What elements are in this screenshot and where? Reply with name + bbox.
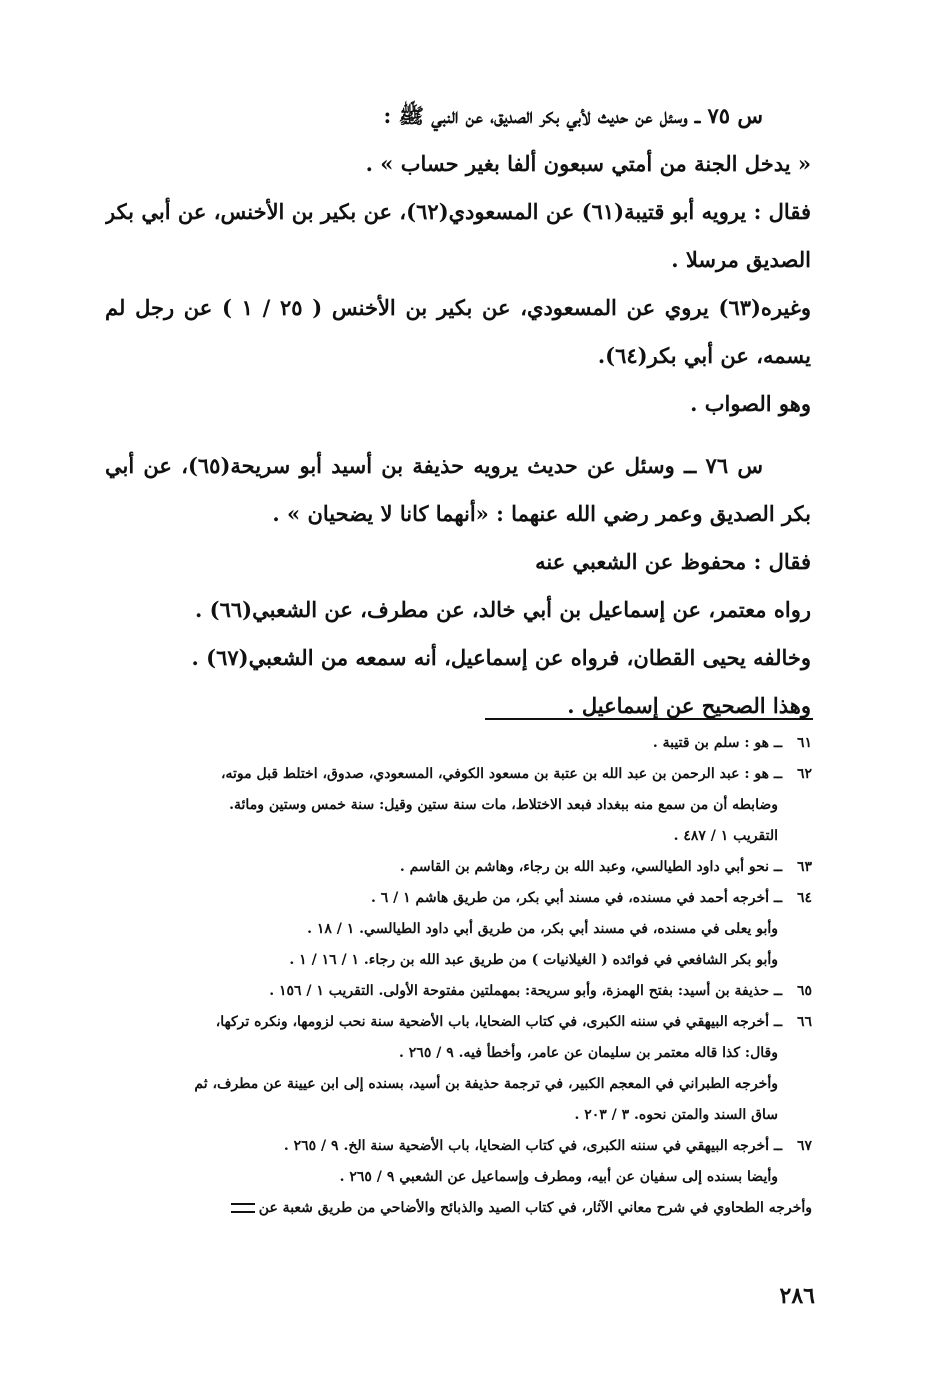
footnote-number: ٦٣ xyxy=(796,859,812,875)
paragraph-gap xyxy=(105,428,811,442)
question-75-line-4: الصديق مرسلا . xyxy=(671,247,811,272)
footnotes xyxy=(100,728,812,1224)
footnote-62 xyxy=(100,759,812,852)
footnote-text: ــ هو : سلم بن قتيبة . xyxy=(652,735,783,751)
footnote-text: ــ أخرجه البيهقي في سننه الكبرى، في كتاب الضحايا، باب الأضحية سنة الخ. ٩ / ٢٦٥ . xyxy=(283,1138,783,1154)
question-76-line-4: رواه معتمر، عن إسماعيل بن أبي خالد، عن مطرف، عن الشعبي(٦٦) . xyxy=(195,597,811,622)
question-76-line-6: وهذا الصحيح عن إسماعيل . xyxy=(567,693,811,718)
footnote-text: وأخرجه الطبراني في المعجم الكبير، في ترجمة حذيفة بن أسيد، بسنده إلى ابن عيينة عن مطرف، ثم xyxy=(194,1076,778,1092)
footnote-text: وأيضا بسنده إلى سفيان عن أبيه، ومطرف وإسماعيل عن الشعبي ٩ / ٢٦٥ . xyxy=(339,1169,778,1185)
continuation-mark xyxy=(231,1203,255,1213)
question-76-line-1: س ٧٦ ــ وسئل عن حديث يرويه حذيفة بن أسيد أبو سريحة(٦٥)، عن أبي xyxy=(105,453,763,478)
footnote-text: التقريب ١ / ٤٨٧ . xyxy=(673,828,778,844)
page-number: ٢٨٦ xyxy=(779,1283,815,1309)
question-75-line-1: س ٧٥ ــ وسئل عن حديث لأبي بكر الصديق، عن النبي ﷺ : xyxy=(383,103,763,128)
footnote-65 xyxy=(100,976,812,1007)
question-75-line-6: يسمه، عن أبي بكر(٦٤). xyxy=(597,343,811,368)
footnote-number: ٦٦ xyxy=(796,1014,812,1030)
footnote-number: ٦٢ xyxy=(796,766,812,782)
footnote-text: ــ أخرجه أحمد في مسنده، في مسند أبي بكر، من طريق هاشم ١ / ٦ . xyxy=(371,890,783,906)
question-75-line-2: « يدخل الجنة من أمتي سبعون ألفا بغير حساب » . xyxy=(365,151,811,176)
footnote-text: وأبو بكر الشافعي في فوائده ( الغيلانيات ) من طريق عبد الله بن رجاء. ١ / ١٦ / ١ . xyxy=(289,952,778,968)
footnote-number: ٦٤ xyxy=(796,890,812,906)
footnote-text: ساق السند والمتن نحوه. ٣ / ٢٠٣ . xyxy=(574,1107,778,1123)
main-text xyxy=(105,92,811,730)
footnote-text: وضابطه أن من سمع منه ببغداد فبعد الاختلاط، مات سنة ستين وقيل: سنة خمس وستين ومائة. xyxy=(229,797,778,813)
question-75-line-7: وهو الصواب . xyxy=(690,391,811,416)
footnote-text: ــ نحو أبي داود الطيالسي، وعبد الله بن رجاء، وهاشم بن القاسم . xyxy=(399,859,783,875)
footnote-66 xyxy=(100,1007,812,1131)
footnote-67 xyxy=(100,1131,812,1224)
question-75-line-3: فقال : يرويه أبو قتيبة(٦١) عن المسعودي(٦٢)، عن بكير بن الأخنس، عن أبي بكر xyxy=(105,199,811,224)
question-76-line-3: فقال : محفوظ عن الشعبي عنه xyxy=(535,549,811,574)
footnote-separator xyxy=(485,718,813,720)
footnote-text: وأخرجه الطحاوي في شرح معاني الآثار، في كتاب الصيد والذبائح والأضاحي من طريق شعبة عن xyxy=(258,1200,812,1216)
question-75-line-5: وغيره(٦٣) يروي عن المسعودي، عن بكير بن الأخنس ( ٢٥ / ١ ) عن رجل لم xyxy=(105,295,811,320)
footnote-number: ٦١ xyxy=(796,735,812,751)
footnote-63 xyxy=(100,852,812,883)
footnote-number: ٦٧ xyxy=(796,1138,812,1154)
footnote-61 xyxy=(100,728,812,759)
footnote-text: ــ حذيفة بن أسيد: بفتح الهمزة، وأبو سريحة: بمهملتين مفتوحة الأولى. التقريب ١ / ١٥٦ . xyxy=(269,983,783,999)
footnote-number: ٦٥ xyxy=(796,983,812,999)
footnote-text: وقال: كذا قاله معتمر بن سليمان عن عامر، وأخطأ فيه. ٩ / ٢٦٥ . xyxy=(399,1045,778,1061)
footnote-text: وأبو يعلى في مسنده، في مسند أبي بكر، من طريق أبي داود الطيالسي. ١ / ١٨ . xyxy=(307,921,778,937)
footnote-text: ــ هو : عبد الرحمن بن عبد الله بن عتبة بن مسعود الكوفي، المسعودي، صدوق، اختلط قبل موته، xyxy=(220,766,783,782)
footnote-text: ــ أخرجه البيهقي في سننه الكبرى، في كتاب الضحايا، باب الأضحية سنة نحب لزومها، ونكره تركها، xyxy=(215,1014,783,1030)
footnote-64 xyxy=(100,883,812,976)
question-76-line-2: بكر الصديق وعمر رضي الله عنهما : «أنهما كانا لا يضحيان » . xyxy=(272,501,811,526)
question-76-line-5: وخالفه يحيى القطان، فرواه عن إسماعيل، أنه سمعه من الشعبي(٦٧) . xyxy=(191,645,811,670)
